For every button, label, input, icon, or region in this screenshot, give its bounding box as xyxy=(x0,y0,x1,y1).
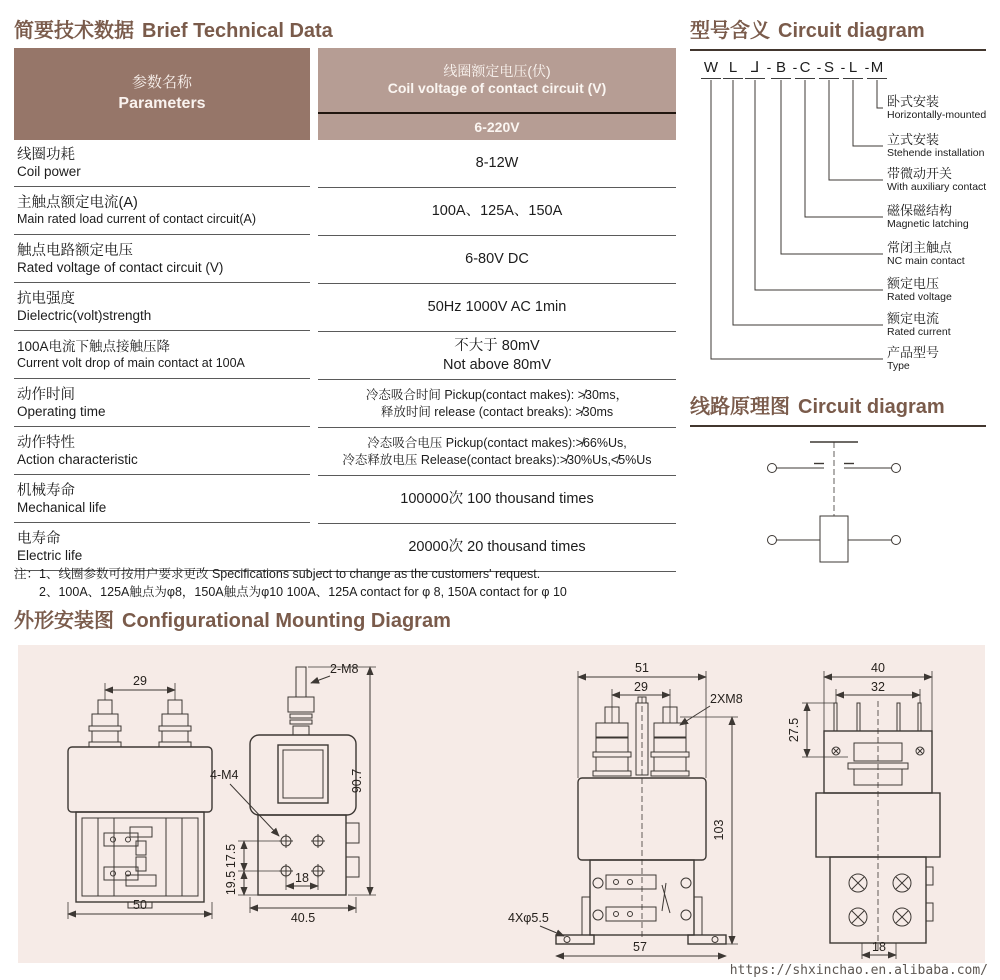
value-cell xyxy=(318,284,676,332)
dim-label: 29 xyxy=(133,674,147,688)
model-label-en: Rated voltage xyxy=(887,291,952,304)
model-letter: L xyxy=(723,58,743,79)
dim-label: 27.5 xyxy=(787,717,801,743)
model-label-zh: 磁保磁结构 xyxy=(887,203,953,218)
value-cell xyxy=(318,332,676,380)
terminal xyxy=(768,464,777,473)
dim-label: 103 xyxy=(712,819,726,841)
value-cell xyxy=(318,188,676,236)
param-en: Mechanical life xyxy=(17,499,107,515)
table-row xyxy=(14,236,676,284)
mounting-drawing-front-view xyxy=(68,674,212,919)
model-code-diagram xyxy=(690,58,988,390)
model-label-en: Rated current xyxy=(887,326,951,339)
table-header-row xyxy=(14,48,676,140)
coil xyxy=(820,516,848,562)
param-cell xyxy=(14,236,310,283)
model-letter: ⅃ xyxy=(745,58,765,79)
param-cell xyxy=(14,428,310,475)
model-label-zh: 立式安装 xyxy=(887,132,940,147)
param-cell xyxy=(14,476,310,523)
model-letter: M xyxy=(867,58,887,79)
param-cell xyxy=(14,332,310,379)
header-parameters-en: Parameters xyxy=(118,95,206,113)
param-zh: 100A电流下触点接触压降 xyxy=(17,338,171,354)
param-en: Electric life xyxy=(17,547,83,563)
table-row xyxy=(14,476,676,524)
dim-label: 18 xyxy=(295,871,309,885)
section-title-model-meaning xyxy=(690,14,986,51)
param-en: Coil power xyxy=(17,163,81,179)
header-coil-zh: 线圈额定电压(伏) xyxy=(443,62,551,79)
dim-label: 4-M4 xyxy=(210,768,239,782)
model-label xyxy=(887,241,988,268)
table-row xyxy=(14,524,676,572)
section-title-zh: 简要技术数据 xyxy=(14,20,134,42)
model-label-zh: 额定电流 xyxy=(887,311,940,326)
dim-label: 32 xyxy=(871,680,885,694)
value-line: 冷态吸合时间 Pickup(contact makes): ≯30ms， xyxy=(365,387,629,402)
tech-table xyxy=(14,48,676,572)
dim-label: 4Xφ5.5 xyxy=(508,911,549,925)
table-row xyxy=(14,332,676,380)
model-label-zh: 带微动开关 xyxy=(887,166,953,181)
mounting-drawing-front-view-bracket xyxy=(508,661,743,956)
dim-label: 40 xyxy=(871,661,885,675)
footer-url: https://shxinchao.en.alibaba.com/ xyxy=(729,963,988,978)
param-en: Action characteristic xyxy=(17,451,138,467)
header-coil-range: 6-220V xyxy=(474,119,520,135)
model-label xyxy=(887,346,988,373)
model-label-en: Stehende installation xyxy=(887,147,985,160)
model-label-zh: 卧式安装 xyxy=(887,94,940,109)
value-cell xyxy=(318,140,676,188)
header-coil-voltage xyxy=(318,48,676,114)
param-zh: 动作时间 xyxy=(17,386,75,403)
value-line: 8-12W xyxy=(475,155,519,172)
value-line: 100000次 100 thousand times xyxy=(400,491,594,508)
mounting-panel xyxy=(18,645,985,963)
section-title-zh: 线路原理图 xyxy=(690,396,790,418)
param-cell xyxy=(14,524,310,571)
terminal xyxy=(892,536,901,545)
section-title-circuit-diagram xyxy=(690,390,986,427)
param-zh: 机械寿命 xyxy=(17,482,75,499)
model-label-en: With auxiliary contact xyxy=(887,181,987,194)
param-zh: 抗电强度 xyxy=(17,290,75,307)
model-label-en: Magnetic latching xyxy=(887,218,969,231)
mounting-drawing-side-view-bracket xyxy=(787,661,940,959)
dim-label: 18 xyxy=(872,940,886,954)
param-en: Operating time xyxy=(17,403,106,419)
model-separator: - xyxy=(816,59,822,75)
dim-label: 50 xyxy=(133,898,147,912)
note-item: 1、线圈参数可按用户要求更改 Specifications subject to change as the customers' request. xyxy=(39,567,541,581)
value-line: 6-80V DC xyxy=(465,251,529,268)
section-title-en: Configurational Mounting Diagram xyxy=(122,610,451,632)
model-letter: C xyxy=(795,58,815,79)
model-letter: W xyxy=(701,58,721,79)
model-separator: - xyxy=(864,59,870,75)
mounting-drawing-side-view xyxy=(210,662,376,925)
param-zh: 电寿命 xyxy=(17,530,61,547)
table-row xyxy=(14,428,676,476)
param-cell xyxy=(14,140,310,187)
value-cell xyxy=(318,236,676,284)
model-label-zh: 额定电压 xyxy=(887,276,940,291)
dim-label: 19.5 xyxy=(224,870,238,896)
model-label-en: NC main contact xyxy=(887,255,965,268)
section-title-mounting-diagram xyxy=(14,604,451,633)
dim-label: 51 xyxy=(635,661,649,675)
param-zh: 线圈功耗 xyxy=(17,146,75,163)
value-cell xyxy=(318,380,676,428)
header-parameters-cell xyxy=(14,48,310,140)
param-en: Main rated load current of contact circuit(A) xyxy=(17,212,256,227)
notes xyxy=(14,566,678,601)
header-coil-en: Coil voltage of contact circuit (V) xyxy=(387,80,607,96)
value-line: 20000次 20 thousand times xyxy=(408,539,586,556)
table-row xyxy=(14,380,676,428)
model-label xyxy=(887,133,988,160)
model-separator: - xyxy=(766,59,772,75)
value-line: 100A、125A、150A xyxy=(431,203,563,220)
value-cell xyxy=(318,524,676,572)
param-zh: 动作特性 xyxy=(17,434,75,451)
header-coil-voltage-cell xyxy=(318,48,676,140)
table-row xyxy=(14,284,676,332)
param-cell xyxy=(14,380,310,427)
model-letter: B xyxy=(771,58,791,79)
value-line: 释放时间 release (contact breaks): ≯30ms xyxy=(380,404,614,419)
dim-label: 17.5 xyxy=(224,843,238,869)
value-line: 冷态吸合电压 Pickup(contact makes):≯66%Us, xyxy=(367,435,627,450)
table-row xyxy=(14,188,676,236)
note-item: 2、100A、125A触点为φ8，150A触点为φ10 100A、125A contact for φ 8, 150A contact for φ 10 xyxy=(39,584,567,599)
notes-label: 注： xyxy=(14,567,40,581)
model-label xyxy=(887,277,988,304)
model-label-zh: 产品型号 xyxy=(887,345,940,360)
model-separator: - xyxy=(792,59,798,75)
terminal xyxy=(768,536,777,545)
dim-label: 90.7 xyxy=(350,768,364,794)
param-en: Current volt drop of main contact at 100A xyxy=(17,355,245,370)
model-letter: L xyxy=(843,58,863,79)
mounting-drawings xyxy=(18,645,985,963)
value-cell xyxy=(318,476,676,524)
model-label xyxy=(887,167,988,194)
dim-label: 57 xyxy=(633,940,647,954)
param-en: Rated voltage of contact circuit (V) xyxy=(17,259,224,275)
dim-label: 29 xyxy=(634,680,648,694)
model-label-en: Horizontally-mounted xyxy=(887,109,987,122)
param-cell xyxy=(14,284,310,331)
model-label-zh: 常闭主触点 xyxy=(887,240,953,255)
section-title-en: Brief Technical Data xyxy=(142,20,333,42)
value-line: 50Hz 1000V AC 1min xyxy=(427,299,567,316)
param-cell xyxy=(14,188,310,235)
model-label xyxy=(887,95,988,122)
model-label xyxy=(887,204,988,231)
model-label xyxy=(887,312,988,339)
section-title-zh: 型号含义 xyxy=(690,20,770,42)
circuit-schematic xyxy=(690,428,988,583)
section-title-zh: 外形安装图 xyxy=(14,610,114,632)
table-row xyxy=(14,140,676,188)
value-cell xyxy=(318,428,676,476)
dim-label: 2-M8 xyxy=(330,662,359,676)
model-separator: - xyxy=(840,59,846,75)
model-letter: S xyxy=(819,58,839,79)
value-line: 冷态释放电压 Release(contact breaks):≯30%Us,≮5%Us xyxy=(342,452,652,467)
dim-label: 40.5 xyxy=(290,911,316,925)
value-line: 不大于 80mV xyxy=(454,337,540,354)
value-line: Not above 80mV xyxy=(442,356,551,373)
section-title-brief-technical-data xyxy=(14,14,333,43)
param-en: Dielectric(volt)strength xyxy=(17,307,152,323)
terminal xyxy=(892,464,901,473)
section-title-en: Circuit diagram xyxy=(798,396,945,418)
dim-label: 2XM8 xyxy=(710,692,743,706)
model-label-en: Type xyxy=(887,360,910,373)
header-parameters-zh: 参数名称 xyxy=(131,74,192,92)
param-zh: 触点电路额定电压 xyxy=(17,242,133,259)
param-zh: 主触点额定电流(A) xyxy=(17,195,138,212)
section-title-en: Circuit diagram xyxy=(778,20,925,42)
